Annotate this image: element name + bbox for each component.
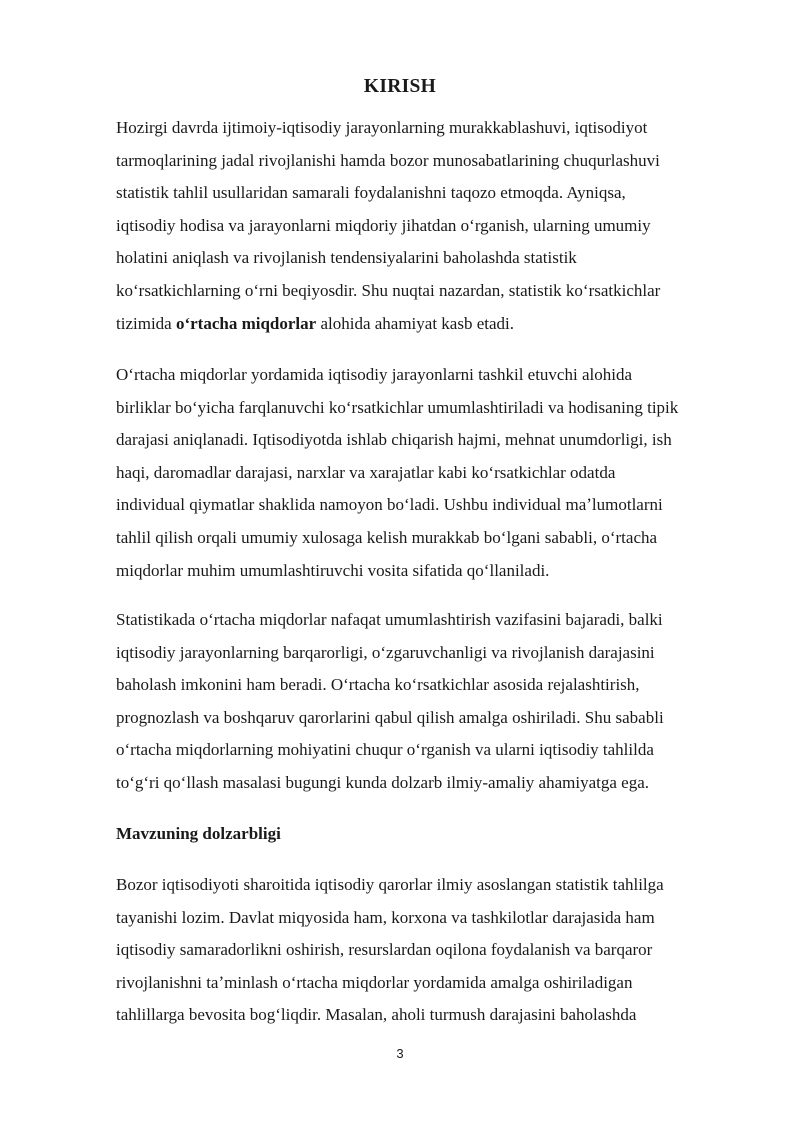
text-line: haqi, daromadlar darajasi, narxlar va xarajatlar kabi koʻrsatkichlar odatda bbox=[116, 462, 616, 482]
text-line: toʻgʻri qoʻllash masalasi bugungi kunda dolzarb ilmiy-amaliy ahamiyatga ega. bbox=[116, 772, 649, 792]
section-heading: Mavzuning dolzarbligi bbox=[116, 824, 281, 843]
page-number: 3 bbox=[396, 1046, 404, 1061]
text-line: iqtisodiy samaradorlikni oshirish, resurslardan oqilona foydalanish va barqaror bbox=[116, 940, 653, 960]
text-line: iqtisodiy jarayonlarning barqarorligi, oʻzgaruvchanligi va rivojlanish darajasini bbox=[116, 642, 655, 662]
paragraph-3 bbox=[116, 604, 746, 800]
text-line: tayanishi lozim. Davlat miqyosida ham, korxona va tashkilotlar darajasida ham bbox=[116, 907, 655, 927]
emphasized-term: oʻrtacha miqdorlar bbox=[175, 313, 317, 333]
text-line: tahlillarga bevosita bogʻliqdir. Masalan, aholi turmush darajasini baholashda bbox=[116, 1005, 637, 1025]
paragraph-4 bbox=[116, 869, 746, 1032]
text-line: miqdorlar muhim umumlashtiruvchi vosita sifatida qoʻllaniladi. bbox=[116, 560, 550, 580]
text-line: prognozlash va boshqaruv qarorlarini qabul qilish amalga oshiriladi. Shu sababli bbox=[116, 707, 664, 727]
paragraph-2 bbox=[116, 359, 746, 587]
text-run: alohida ahamiyat kasb etadi. bbox=[316, 313, 514, 333]
text-line: tahlil qilish orqali umumiy xulosaga kelish murakkab boʻlgani sababli, oʻrtacha bbox=[116, 527, 658, 547]
text-line: Bozor iqtisodiyoti sharoitida iqtisodiy qarorlar ilmiy asoslangan statistik tahlilga bbox=[116, 875, 664, 894]
text-line: individual qiymatlar shaklida namoyon boʻladi. Ushbu individual maʼlumotlarni bbox=[116, 495, 663, 515]
text-line: tarmoqlarining jadal rivojlanishi hamda bozor munosabatlarining chuqurlashuvi bbox=[116, 150, 660, 170]
text-line bbox=[116, 308, 746, 341]
text-line: rivojlanishni taʼminlash oʻrtacha miqdorlar yordamida amalga oshiriladigan bbox=[116, 972, 633, 992]
text-run: tizimida bbox=[116, 313, 176, 333]
text-line: baholash imkonini ham beradi. Oʻrtacha koʻrsatkichlar asosida rejalashtirish, bbox=[116, 675, 640, 695]
text-line: iqtisodiy hodisa va jarayonlarni miqdoriy jihatdan oʻrganish, ularning umumiy bbox=[116, 215, 651, 235]
text-line: koʻrsatkichlarning oʻrni beqiyosdir. Shu nuqtai nazardan, statistik koʻrsatkichlar bbox=[116, 280, 661, 300]
page-title: KIRISH bbox=[363, 76, 437, 97]
text-line: oʻrtacha miqdorlarning mohiyatini chuqur oʻrganish va ularni iqtisodiy tahlilda bbox=[116, 740, 654, 760]
text-line: statistik tahlil usullaridan samarali foydalanishni taqozo etmoqda. Ayniqsa, bbox=[116, 183, 626, 203]
text-line: birliklar boʻyicha farqlanuvchi koʻrsatkichlar umumlashtiriladi va hodisaning tipik bbox=[116, 397, 679, 417]
text-line: Hozirgi davrda ijtimoiy-iqtisodiy jarayonlarning murakkablashuvi, iqtisodiyot bbox=[116, 118, 648, 137]
text-line: Statistikada oʻrtacha miqdorlar nafaqat umumlashtirish vazifasini bajaradi, balki bbox=[116, 610, 663, 629]
text-line: darajasi aniqlanadi. Iqtisodiyotda ishlab chiqarish hajmi, mehnat unumdorligi, ish bbox=[116, 430, 672, 450]
paragraph-1 bbox=[116, 112, 746, 340]
text-line: holatini aniqlash va rivojlanish tendensiyalarini baholashda statistik bbox=[116, 248, 577, 268]
text-line: Oʻrtacha miqdorlar yordamida iqtisodiy jarayonlarni tashkil etuvchi alohida bbox=[116, 365, 632, 384]
